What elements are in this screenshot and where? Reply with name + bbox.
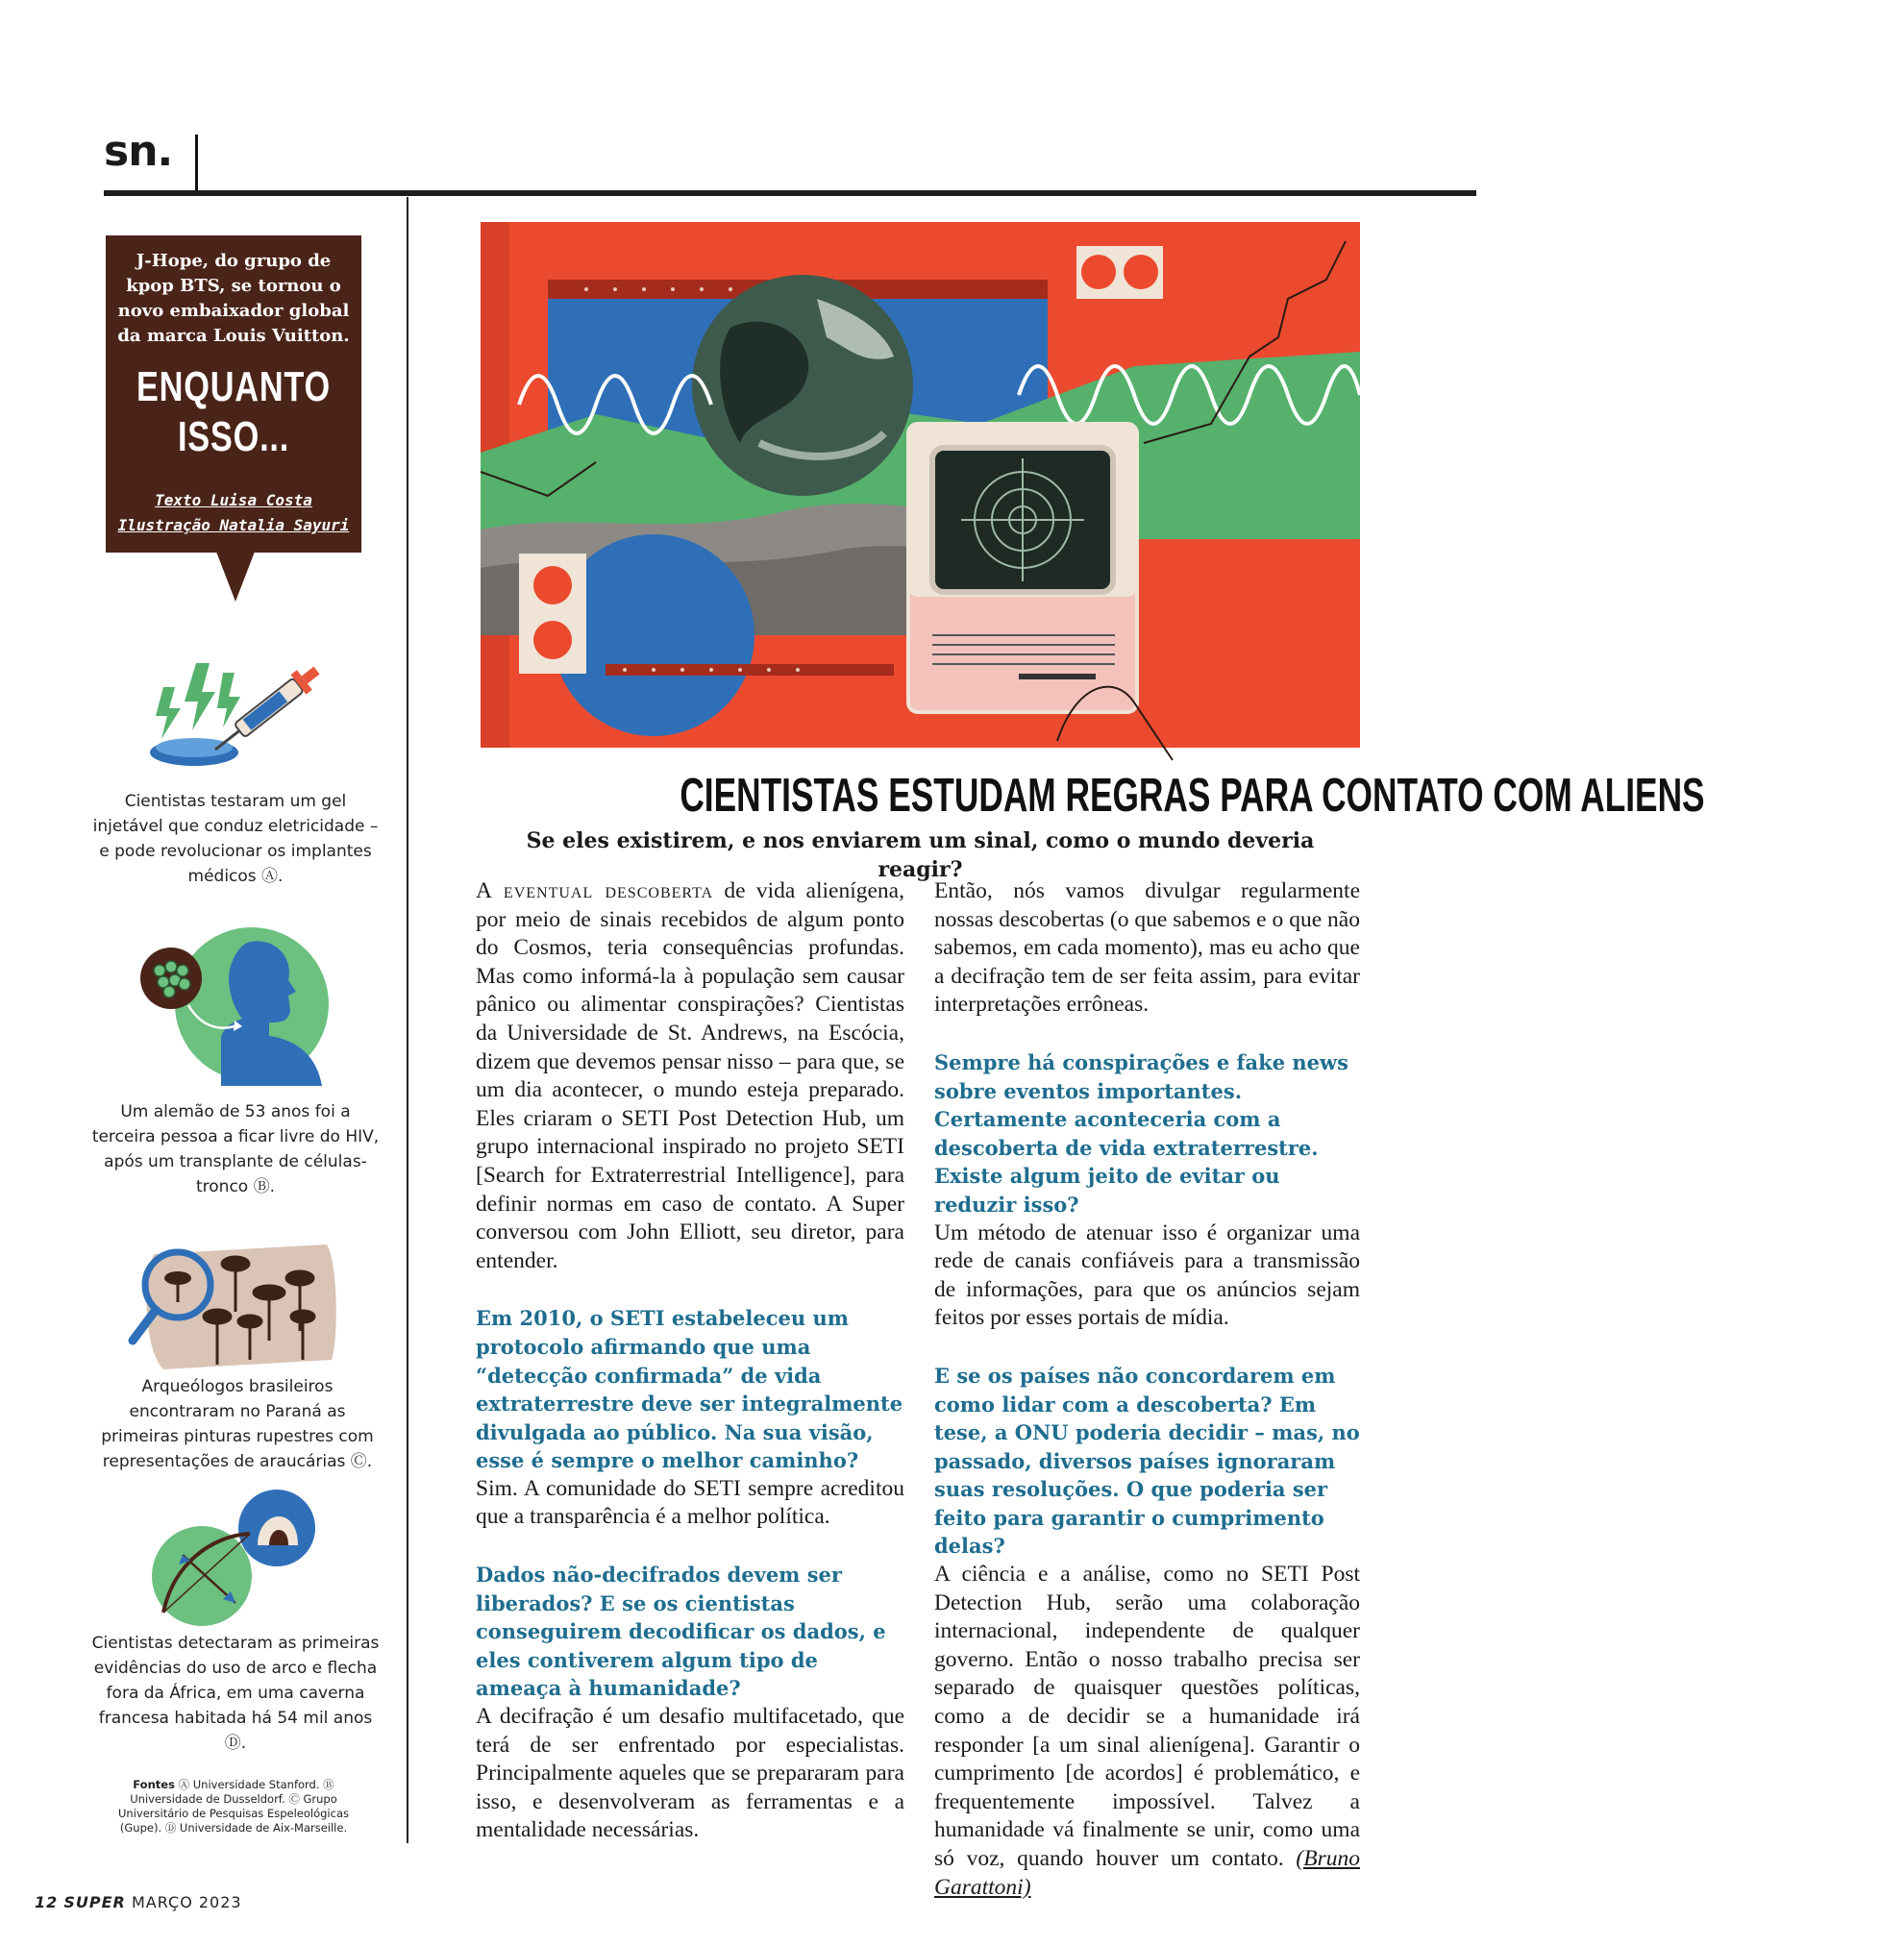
sources-text: Ⓐ Universidade Stanford. Ⓑ Universidade de Dusseldorf. Ⓒ Grupo Universitário de Pesquisas Espeleológicas (Gupe). Ⓓ Universidade de Aix-Marseille. [118, 1778, 349, 1835]
lead-caps: A eventual descoberta [476, 878, 714, 903]
sources-label: Fontes [133, 1778, 175, 1791]
question-1: Em 2010, o SETI estabeleceu um protocolo afirmando que uma “detecção confirmada” de vida extraterrestre deve ser integralmente divulgada ao público. Na sua visão, esse é sempre o melhor caminho? [476, 1306, 903, 1473]
logo-divider [195, 135, 198, 192]
sidebar-item-caption: Arqueólogos brasileiros encontraram no Paraná as primeiras pinturas rupestres com representações de araucárias Ⓒ. [101, 1377, 374, 1471]
sidebar-pointer [216, 552, 255, 602]
question-2: Dados não-decifrados devem ser liberados? E se os cientistas conseguirem decodificar os dados, e eles contiverem algum tipo de ameaça à humanidade? [476, 1563, 886, 1701]
sidebar-title [134, 362, 333, 462]
article-column-2 [934, 877, 1360, 1902]
sidebar-item-caption: Um alemão de 53 anos foi a terceira pessoa a ficar livre do HIV, após um transplante de células-tronco Ⓑ. [91, 1102, 380, 1196]
question-3: Sempre há conspirações e fake news sobre eventos importantes. Certamente aconteceria com a descoberta de vida extraterrestre. Existe algum jeito de evitar ou reduzir isso? [934, 1049, 1348, 1217]
sources-note [108, 1778, 359, 1835]
lead-body: de vida alienígena, por meio de sinais recebidos de algum ponto do Cosmos, teria consequências profundas. Mas como informá-la à população sem causar pânico ou alimentar conspirações? Cientistas da Universidade de St. Andrews, na Escócia, dizem que devemos pensar nisso – para que, se um dia acontecer, o mundo esteja preparado. Eles criaram o SETI Post Detection Hub, um grupo internacional inspirado no projeto SETI [Search for Extraterrestrial Intelligence], para definir normas em caso de contato. A Super conversou com John Elliott, seu diretor, para entender. [476, 878, 904, 1273]
sidebar-title-line1: ENQUANTO [136, 363, 331, 410]
byline: (Bruno Garattoni) [934, 1846, 1360, 1900]
issue-date: MARÇO 2023 [131, 1893, 242, 1911]
credit-illustration: Ilustração Natalia Sayuri [117, 516, 350, 534]
answer-3: Um método de atenuar isso é organizar uma rede de canais confiáveis para a transmissão de informações, para que os anúncios sejam feitos por esses portais de mídia. [934, 1219, 1360, 1331]
sidebar-note: J-Hope, do grupo de kpop BTS, se tornou o novo embaixador global da marca Louis Vuitton. [117, 251, 350, 346]
article-column-1 [476, 877, 904, 1845]
answer-2-continued: Então, nós vamos divulgar regularmente nossas descobertas (o que sabemos e o que não sabemos, em cada momento), mas eu acho que a decifração tem de ser feita assim, para evitar interpretações errôneas. [934, 878, 1360, 1018]
page-number: 12 [35, 1893, 59, 1911]
bow-arrow-cave-icon [144, 1488, 327, 1632]
sidebar-title-line2: ISSO... [177, 413, 290, 460]
sidebar-item-caption: Cientistas detectaram as primeiras evidências do uso de arco e flecha fora da África, em uma caverna francesa habitada há 54 mil anos Ⓓ. [91, 1634, 380, 1753]
question-4: E se os países não concordarem em como lidar com a descoberta? Em tese, a ONU poderia decidir – mas, no passado, diversos países ignoraram suas resoluções. O que poderia ser feito para garantir o cumprimento delas? [934, 1363, 1360, 1559]
answer-4-text: A ciência e a análise, como no SETI Post Detection Hub, serão uma colaboração internacional, independente de qualquer governo. Então o nosso trabalho precisa ser separado de quaisquer questões políticas, como a de decidir se a humanidade irá responder [a um sinal alienígena]. Garantir o cumprimento [de acordos] é problemático, e frequentemente impossível. Talvez a humanidade vá finalmente se unir, como uma só voz, quando houver um contato. [934, 1562, 1360, 1871]
answer-4 [934, 1561, 1360, 1902]
page-footer [35, 1893, 242, 1911]
article-subhead: Se eles existirem, e nos enviarem um sinal, como o mundo deveria reagir? [526, 828, 1315, 882]
section-logo: sn. [104, 127, 173, 176]
magazine-name: SUPER [63, 1893, 126, 1911]
answer-1: Sim. A comunidade do SETI sempre acreditou que a transparência é a melhor política. [476, 1475, 904, 1530]
syringe-gel-icon [135, 639, 336, 774]
header-rule [104, 190, 1476, 196]
article-headline [481, 769, 1705, 823]
answer-2: A decifração é um desafio multifacetado, que terá de ser enfrentado por especialistas. Principalmente aqueles que se prepararam para isso, e desenvolveram as ferramentas e a mentalidade necessárias. [476, 1704, 904, 1843]
sidebar-item-caption: Cientistas testaram um gel injetável que conduz eletricidade – e pode revolucionar os implantes médicos Ⓐ. [92, 792, 379, 886]
stem-cell-patient-icon [135, 923, 327, 1086]
headline-text: CIENTISTAS ESTUDAM REGRAS PARA CONTATO COM ALIENS [680, 770, 1705, 822]
credit-text: Texto Luisa Costa [155, 491, 312, 509]
earth-signal-computer-illustration [481, 222, 1360, 748]
araucaria-rock-art-icon [125, 1225, 346, 1379]
column-divider [407, 197, 408, 1843]
sidebar-intro-box [106, 235, 361, 553]
article-lead [476, 877, 904, 1275]
